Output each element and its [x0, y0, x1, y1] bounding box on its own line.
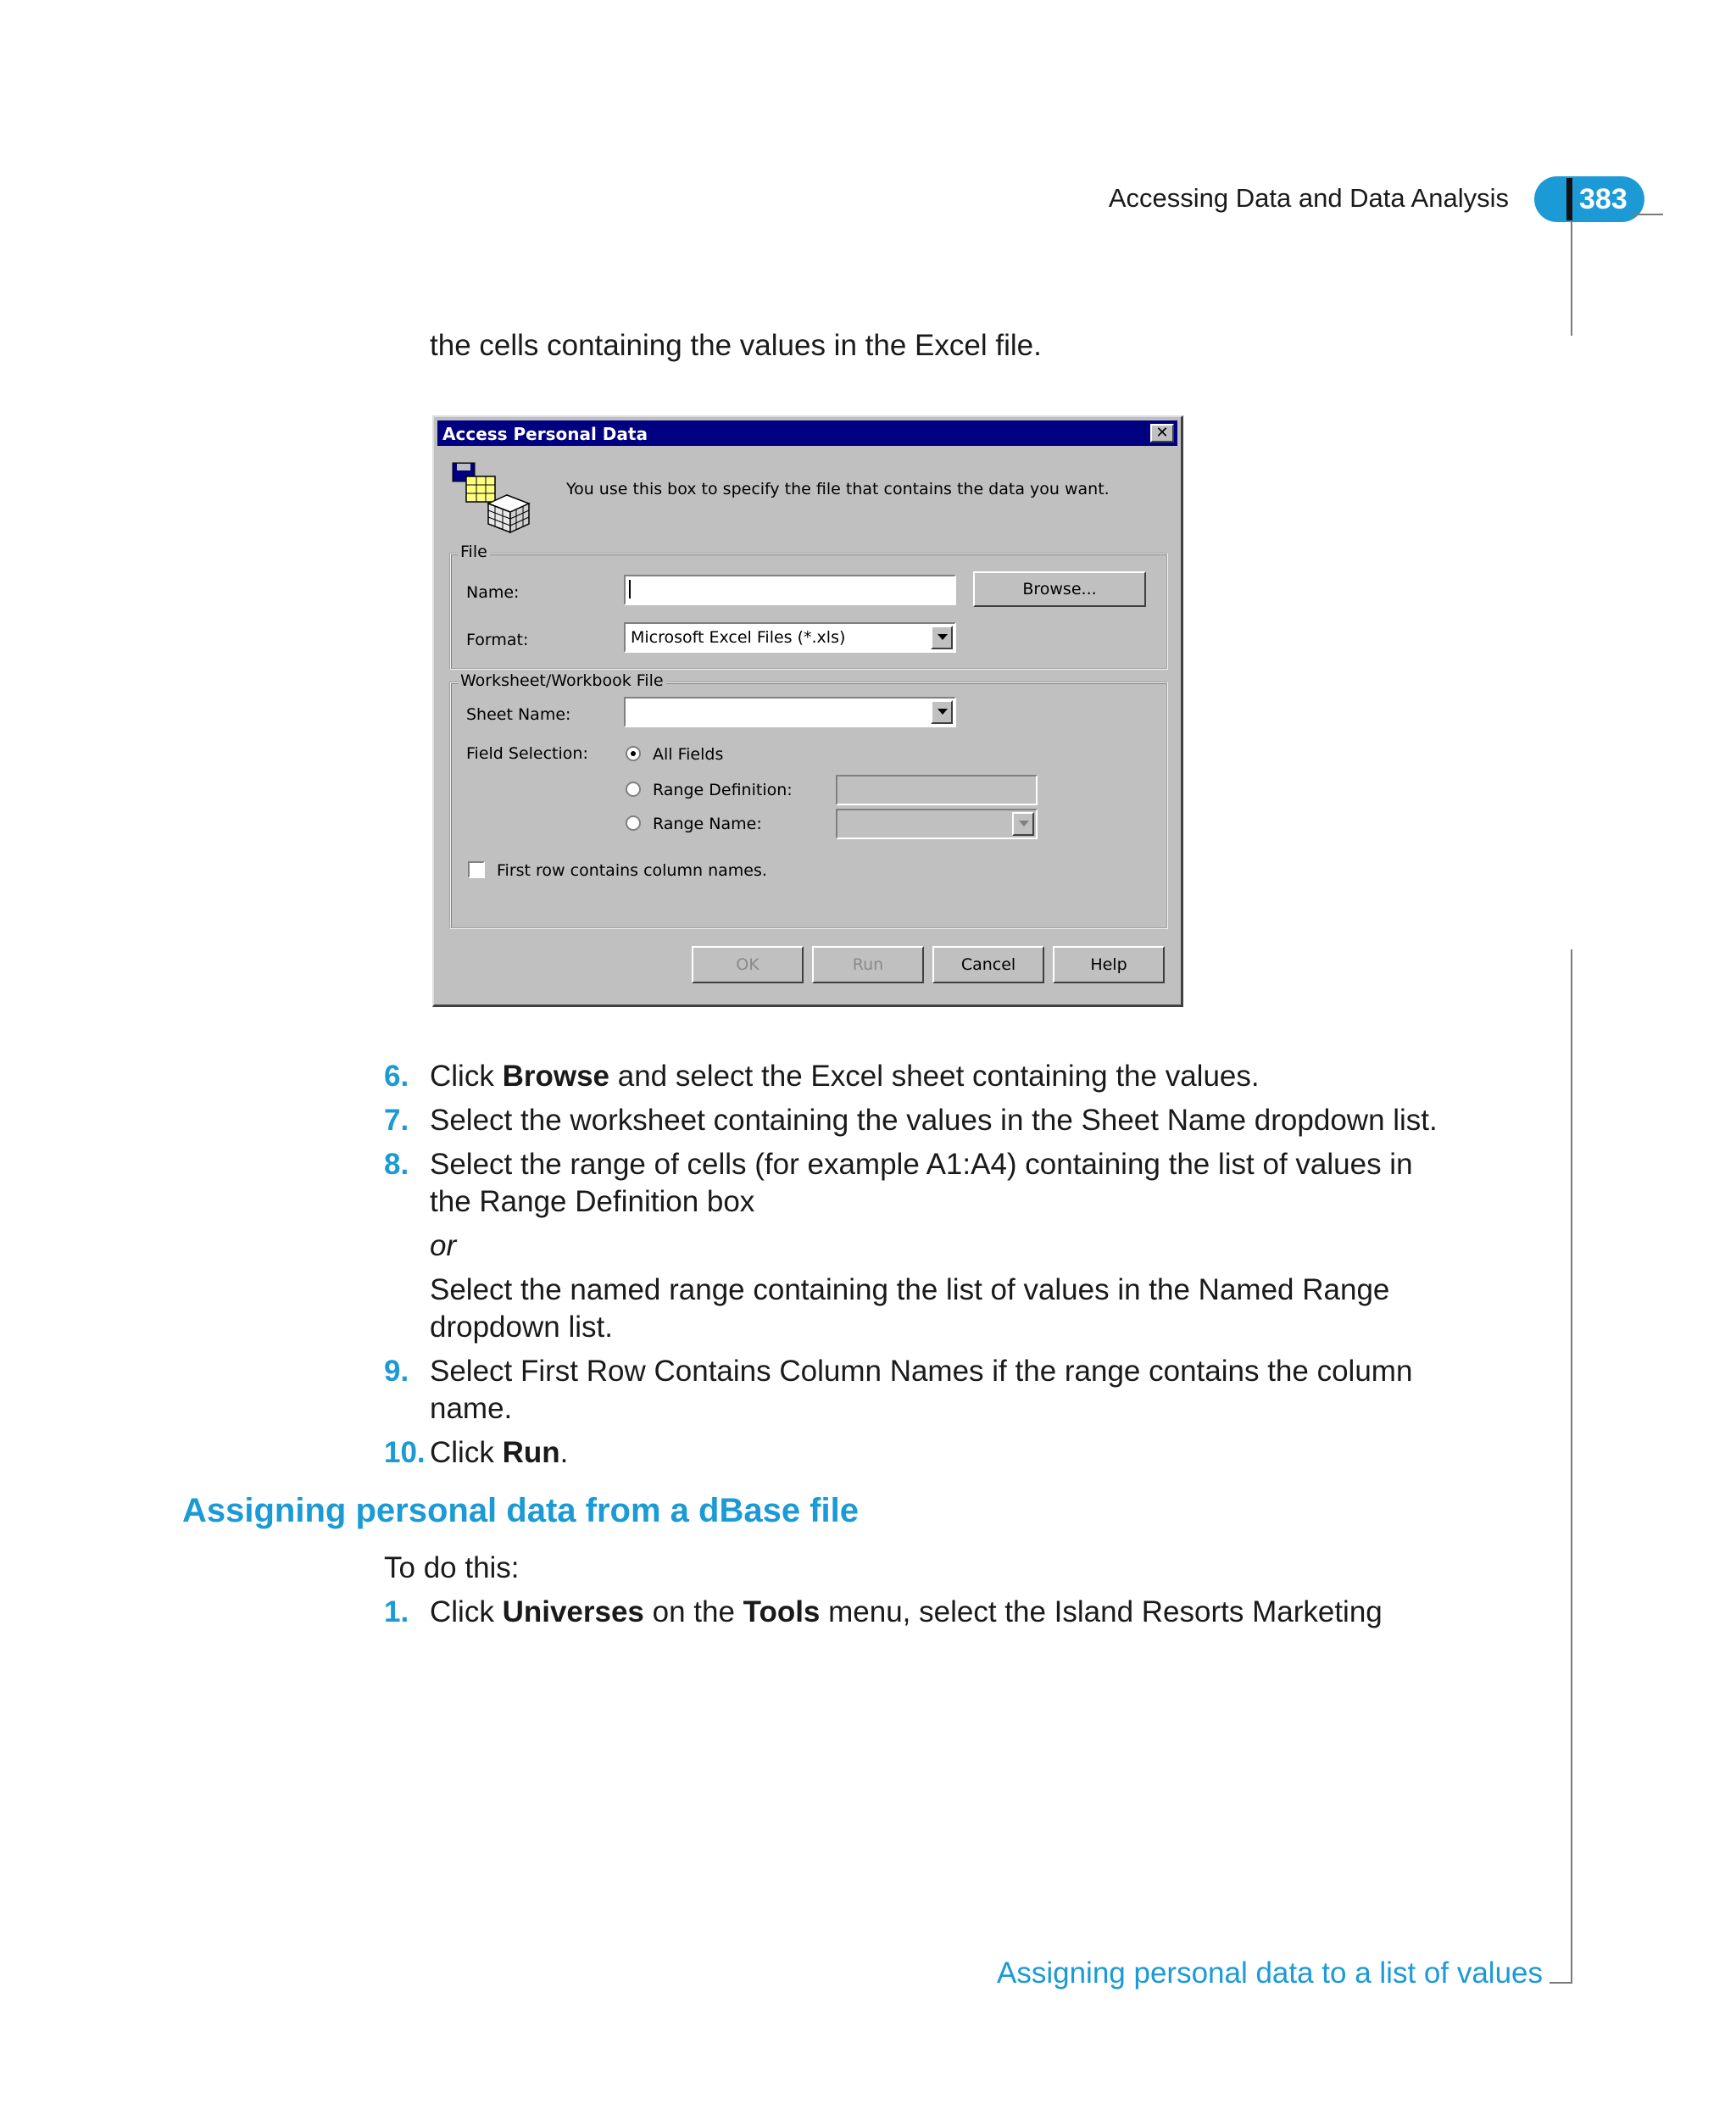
- step-number: 9.: [384, 1355, 409, 1388]
- dialog-title: Access Personal Data: [442, 424, 648, 444]
- sheet-name-label: Sheet Name:: [466, 705, 571, 724]
- header-rule: [1633, 214, 1663, 215]
- step-text: Click Universes on the Tools menu, select the Island Resorts Marketing: [430, 1595, 1383, 1628]
- name-label: Name:: [466, 583, 520, 602]
- step-text: Select the range of cells (for example A1:A4) containing the list of values in: [430, 1148, 1413, 1181]
- range-name-radio[interactable]: [626, 815, 641, 831]
- name-input[interactable]: [624, 575, 956, 605]
- close-button[interactable]: [1150, 424, 1174, 443]
- step-text: Select the worksheet containing the values in the Sheet Name dropdown list.: [430, 1104, 1438, 1137]
- range-definition-input[interactable]: [836, 775, 1038, 805]
- section-heading: Assigning personal data from a dBase file: [182, 1492, 859, 1529]
- worksheet-group-legend: Worksheet/Workbook File: [458, 671, 666, 690]
- sheet-name-select[interactable]: [624, 697, 956, 727]
- browse-button[interactable]: Browse...: [973, 571, 1146, 607]
- range-name-select[interactable]: [836, 809, 1038, 839]
- field-selection-label: Field Selection:: [466, 744, 588, 763]
- step-text: Select First Row Contains Column Names if the range contains the column: [430, 1355, 1413, 1388]
- help-button[interactable]: Help: [1053, 946, 1165, 983]
- step-text: Click Browse and select the Excel sheet containing the values.: [430, 1060, 1260, 1093]
- cancel-button[interactable]: Cancel: [932, 946, 1044, 983]
- chevron-down-icon[interactable]: [931, 626, 953, 649]
- page-number: 383: [1566, 178, 1643, 220]
- step-text: Click Run.: [430, 1436, 569, 1469]
- step-number: 1.: [384, 1595, 409, 1628]
- step-number: 7.: [384, 1104, 409, 1137]
- margin-rule-top: [1571, 220, 1572, 336]
- step-alt-text: Select the named range containing the list of values in the Named Range: [430, 1273, 1390, 1306]
- intro-paragraph: the cells containing the values in the Excel file.: [430, 329, 1042, 362]
- step-number: 8.: [384, 1148, 409, 1181]
- step-alt-text-continued: dropdown list.: [430, 1311, 613, 1344]
- ok-button[interactable]: OK: [692, 946, 804, 983]
- step-text-continued: name.: [430, 1392, 513, 1425]
- file-group-legend: File: [458, 543, 490, 561]
- dialog-titlebar: [437, 420, 1177, 446]
- range-definition-radio[interactable]: [626, 782, 641, 797]
- access-personal-data-dialog: [432, 415, 1183, 1007]
- footer-rule: [1550, 1982, 1572, 1984]
- personal-data-icon: [451, 461, 536, 534]
- step-number: 10.: [384, 1436, 426, 1469]
- section-intro: To do this:: [384, 1551, 520, 1584]
- footer-section-title: Assigning personal data to a list of values: [997, 1956, 1543, 1990]
- all-fields-label: All Fields: [653, 745, 724, 764]
- step-or: or: [430, 1229, 457, 1262]
- first-row-checkbox[interactable]: [468, 861, 485, 878]
- step-number: 6.: [384, 1060, 409, 1093]
- run-button[interactable]: Run: [812, 946, 924, 983]
- format-label: Format:: [466, 631, 529, 649]
- all-fields-radio[interactable]: [626, 746, 641, 761]
- first-row-label: First row contains column names.: [497, 861, 767, 880]
- running-header-title: Accessing Data and Data Analysis: [1108, 183, 1509, 213]
- close-icon: ✕: [1155, 424, 1169, 442]
- range-definition-label: Range Definition:: [653, 781, 793, 799]
- dialog-description: You use this box to specify the file that contains the data you want.: [566, 480, 1110, 498]
- chevron-down-icon[interactable]: [931, 700, 953, 724]
- format-select[interactable]: Microsoft Excel Files (*.xls): [624, 622, 956, 653]
- chevron-down-icon[interactable]: [1012, 812, 1034, 836]
- margin-rule-bottom: [1571, 949, 1572, 1984]
- range-name-label: Range Name:: [653, 815, 762, 833]
- step-text-continued: the Range Definition box: [430, 1185, 755, 1218]
- text-cursor: [629, 580, 631, 598]
